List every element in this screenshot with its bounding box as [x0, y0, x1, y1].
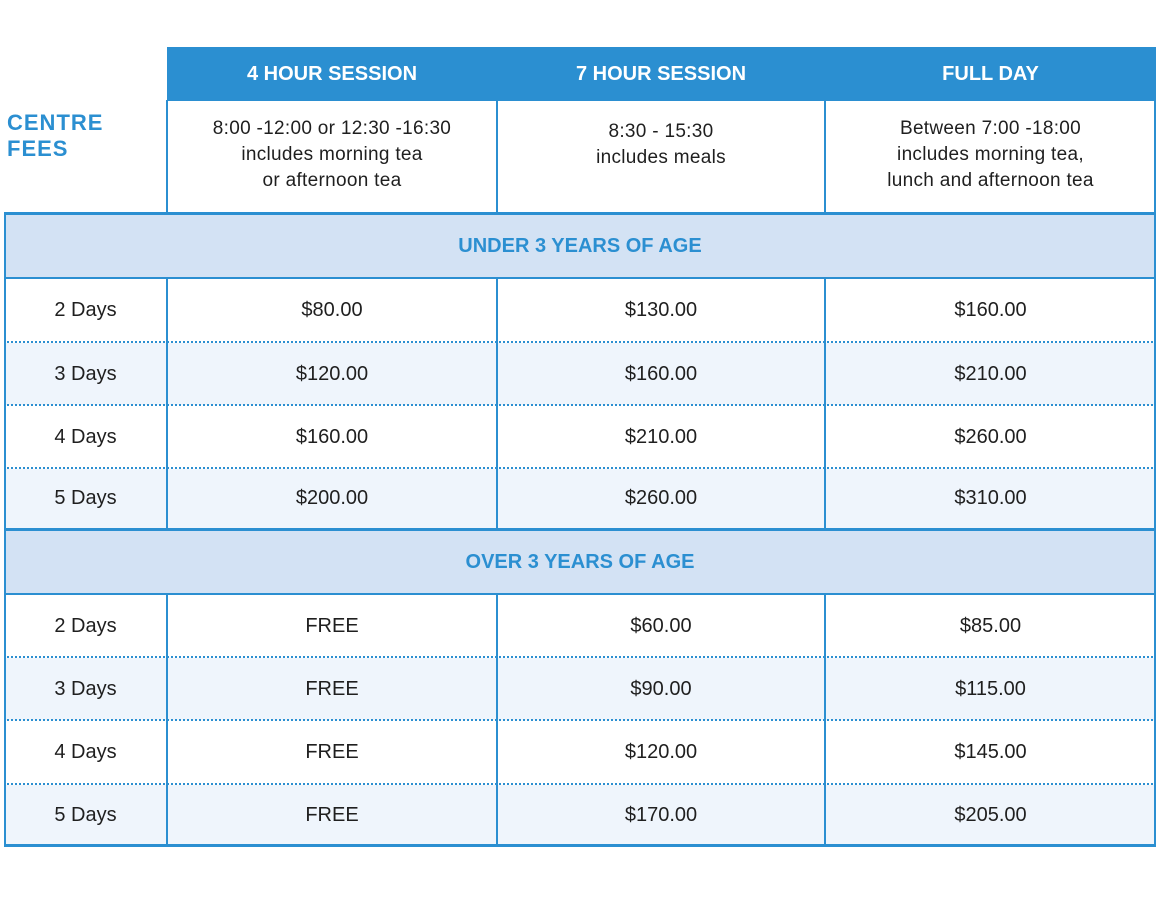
price-cell: $130.00 — [624, 299, 698, 321]
desc-7-hour — [497, 101, 825, 214]
divider — [166, 100, 168, 214]
row-separator — [4, 467, 1156, 469]
price-cell: $310.00 — [954, 487, 1027, 509]
price-cell: FREE — [305, 677, 359, 700]
section-under-3: UNDER 3 YEARS OF AGE — [4, 215, 1156, 278]
divider — [824, 595, 826, 844]
desc-line: or afternoon tea — [262, 169, 402, 191]
header-full-day: FULL DAY — [942, 62, 1039, 85]
price-cell: $120.00 — [295, 362, 369, 385]
price-cell: $205.00 — [954, 803, 1027, 826]
days-cell: 3 Days — [54, 677, 117, 700]
price-cell: $85.00 — [959, 614, 1022, 637]
price-cell: $260.00 — [954, 425, 1027, 448]
centre-fees-title — [7, 110, 103, 162]
table-row — [4, 658, 1156, 720]
price-cell: $200.00 — [295, 487, 369, 509]
row-separator — [4, 719, 1156, 721]
price-cell: $160.00 — [295, 425, 369, 448]
price-cell: $210.00 — [954, 362, 1027, 385]
title-line-2: FEES — [7, 136, 69, 161]
price-cell: FREE — [305, 803, 359, 826]
table-row — [4, 469, 1156, 528]
price-cell: $90.00 — [630, 677, 692, 700]
divider — [166, 595, 168, 844]
row-separator — [4, 341, 1156, 343]
price-cell: $170.00 — [624, 803, 698, 826]
days-cell: 5 Days — [54, 487, 117, 509]
days-cell: 5 Days — [54, 803, 117, 826]
title-line-1: CENTRE — [7, 110, 104, 135]
table-row — [4, 721, 1156, 784]
days-cell: 2 Days — [54, 299, 117, 321]
days-cell: 4 Days — [54, 741, 117, 763]
price-cell: $60.00 — [630, 614, 692, 637]
divider — [824, 279, 826, 528]
desc-line: includes morning tea, — [897, 143, 1084, 165]
divider — [496, 279, 498, 528]
desc-line: 8:30 - 15:30 — [608, 121, 714, 142]
desc-line: includes meals — [596, 147, 726, 168]
desc-line: lunch and afternoon tea — [887, 169, 1094, 191]
price-cell: $145.00 — [954, 741, 1027, 763]
table-row — [4, 343, 1156, 405]
divider — [824, 100, 826, 214]
divider — [1154, 212, 1156, 847]
divider — [4, 593, 1156, 595]
days-cell: 2 Days — [54, 614, 117, 637]
header-4-hour: 4 HOUR SESSION — [246, 62, 418, 85]
divider — [4, 212, 1156, 215]
price-cell: $160.00 — [624, 362, 698, 385]
days-cell: 4 Days — [54, 425, 117, 448]
divider — [4, 212, 6, 847]
divider — [4, 844, 1156, 847]
price-cell: $80.00 — [301, 299, 363, 321]
divider — [496, 100, 498, 214]
price-cell: $115.00 — [955, 677, 1026, 700]
desc-line: 8:00 -12:00 or 12:30 -16:30 — [212, 117, 452, 139]
desc-4-hour — [167, 101, 497, 214]
price-cell: $160.00 — [954, 299, 1027, 321]
divider — [4, 277, 1156, 279]
price-cell: $260.00 — [624, 487, 698, 509]
desc-full-day — [825, 101, 1156, 214]
desc-line: includes morning tea — [241, 143, 423, 165]
table-row — [4, 785, 1156, 845]
table-row — [4, 279, 1156, 342]
row-separator — [4, 404, 1156, 406]
row-separator — [4, 656, 1156, 658]
price-cell: $210.00 — [624, 425, 698, 448]
desc-line: Between 7:00 -18:00 — [899, 117, 1082, 139]
header-7-hour: 7 HOUR SESSION — [575, 62, 747, 85]
price-cell: FREE — [305, 741, 359, 763]
divider — [1154, 47, 1156, 214]
divider — [4, 528, 1156, 531]
table-row — [4, 595, 1156, 657]
days-cell: 3 Days — [54, 362, 117, 385]
row-separator — [4, 783, 1156, 785]
section-over-3: OVER 3 YEARS OF AGE — [4, 531, 1156, 594]
price-cell: $120.00 — [624, 741, 698, 763]
price-cell: FREE — [305, 614, 359, 637]
divider — [496, 595, 498, 844]
divider — [166, 279, 168, 528]
table-row — [4, 406, 1156, 468]
